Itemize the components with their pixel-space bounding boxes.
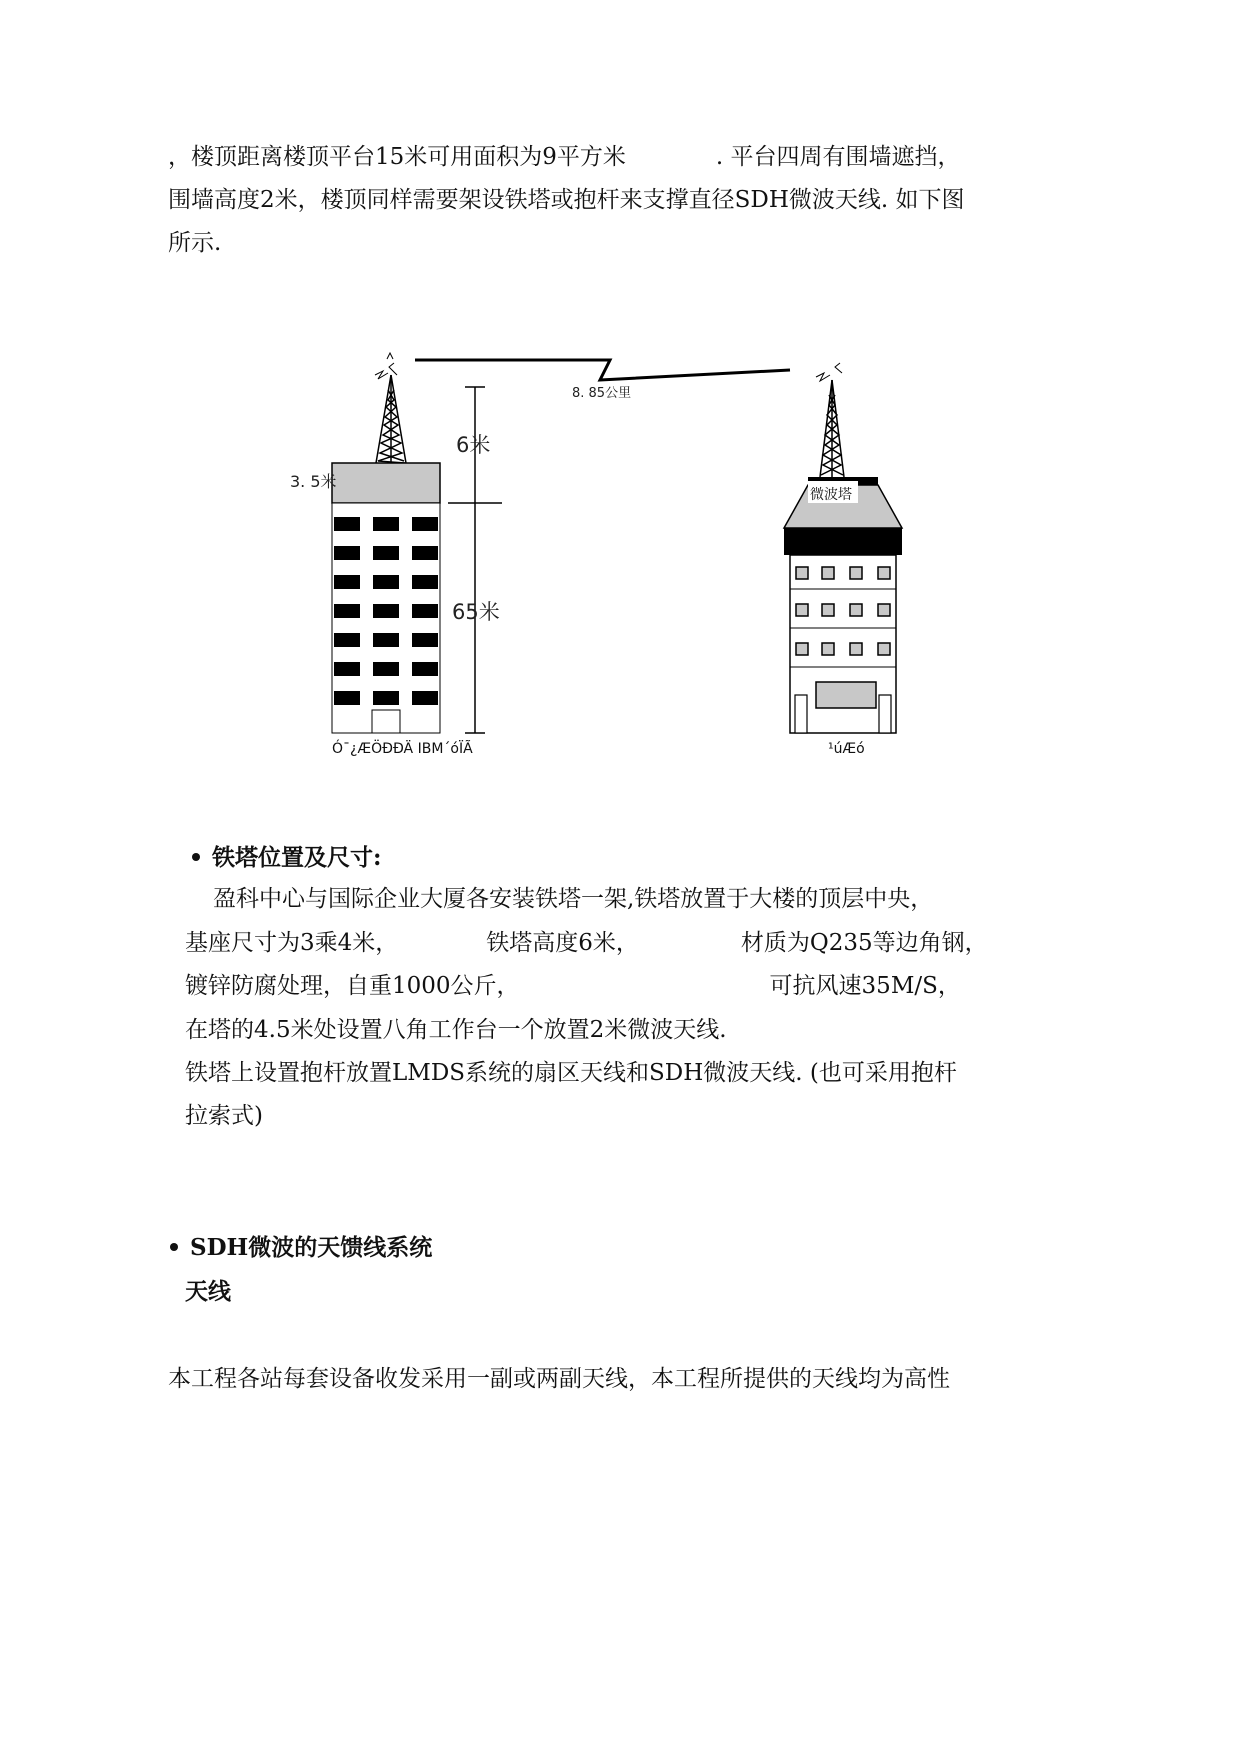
right-tower-sign: 微波塔 — [810, 487, 852, 503]
section1-heading — [192, 843, 382, 873]
section2-subheading: 天线 — [185, 1278, 231, 1305]
left-building-caption: Ó¯¿ÆÖÐÐÄ IBM´óÏÃ — [332, 741, 473, 757]
tower-height-label: 6米 — [456, 433, 491, 457]
microwave-link-diagram — [280, 345, 940, 765]
left-lattice-tower-icon — [376, 375, 406, 463]
section2-heading-text: SDH微波的天馈线系统 — [190, 1234, 433, 1261]
section1-p2-part-a: 基座尺寸为3乘4米， — [185, 930, 399, 956]
right-building-pillar-left — [795, 695, 807, 733]
building-height-label: 65米 — [452, 600, 500, 624]
roof-height-label: 3. 5米 — [290, 472, 337, 491]
section1-paragraph-2 — [185, 928, 988, 958]
right-building-caption: ¹úÆó — [828, 741, 865, 757]
intro-line-1-part-a: ，楼顶距离楼顶平台15米可用面积为9平方米 — [168, 144, 626, 170]
section2-heading — [170, 1233, 432, 1263]
section1-paragraph-3 — [185, 971, 961, 1001]
section1-paragraph-4: 在塔的4.5米处设置八角工作台一个放置2米微波天线. — [185, 1017, 727, 1043]
section1-paragraph-5: 铁塔上设置抱杆放置LMDS系统的扇区天线和SDH微波天线. (也可采用抱杆 — [185, 1060, 957, 1086]
section1-paragraph-1: 盈科中心与国际企业大厦各安装铁塔一架,铁塔放置于大楼的顶层中央， — [213, 886, 934, 912]
bullet-icon — [170, 1243, 178, 1251]
left-rooftop-room — [332, 463, 440, 503]
section1-p3-part-a: 镀锌防腐处理，自重1000公斤， — [185, 973, 520, 999]
right-building-pillar-right — [879, 695, 891, 733]
distance-label: 8. 85公里 — [572, 386, 632, 401]
right-lattice-tower-icon — [820, 380, 844, 477]
intro-line-3: 所示. — [168, 230, 222, 256]
right-roof-band — [784, 528, 902, 555]
section1-p2-part-c: 材质为Q235等边角钢， — [740, 930, 988, 956]
bullet-icon — [192, 853, 200, 861]
section2-paragraph-1: 本工程各站每套设备收发采用一副或两副天线，本工程所提供的天线均为高性 — [168, 1366, 950, 1392]
right-building-entrance — [816, 682, 876, 708]
right-antenna-signal-icon — [816, 363, 842, 381]
intro-line-1 — [168, 142, 961, 172]
intro-line-2: 围墙高度2米，楼顶同样需要架设铁塔或抱杆来支撑直径SDH微波天线. 如下图 — [168, 187, 965, 213]
section1-p2-part-b: 铁塔高度6米， — [486, 930, 639, 956]
link-line — [415, 360, 790, 380]
section1-p3-part-b: 可抗风速35M/S， — [769, 973, 961, 999]
section1-heading-text: 铁塔位置及尺寸: — [212, 844, 382, 871]
section1-paragraph-6: 拉索式) — [185, 1103, 263, 1129]
left-building-door — [372, 710, 400, 733]
left-antenna-signal-icon — [375, 353, 397, 379]
intro-line-1-part-b: . 平台四周有围墙遮挡， — [715, 144, 961, 170]
